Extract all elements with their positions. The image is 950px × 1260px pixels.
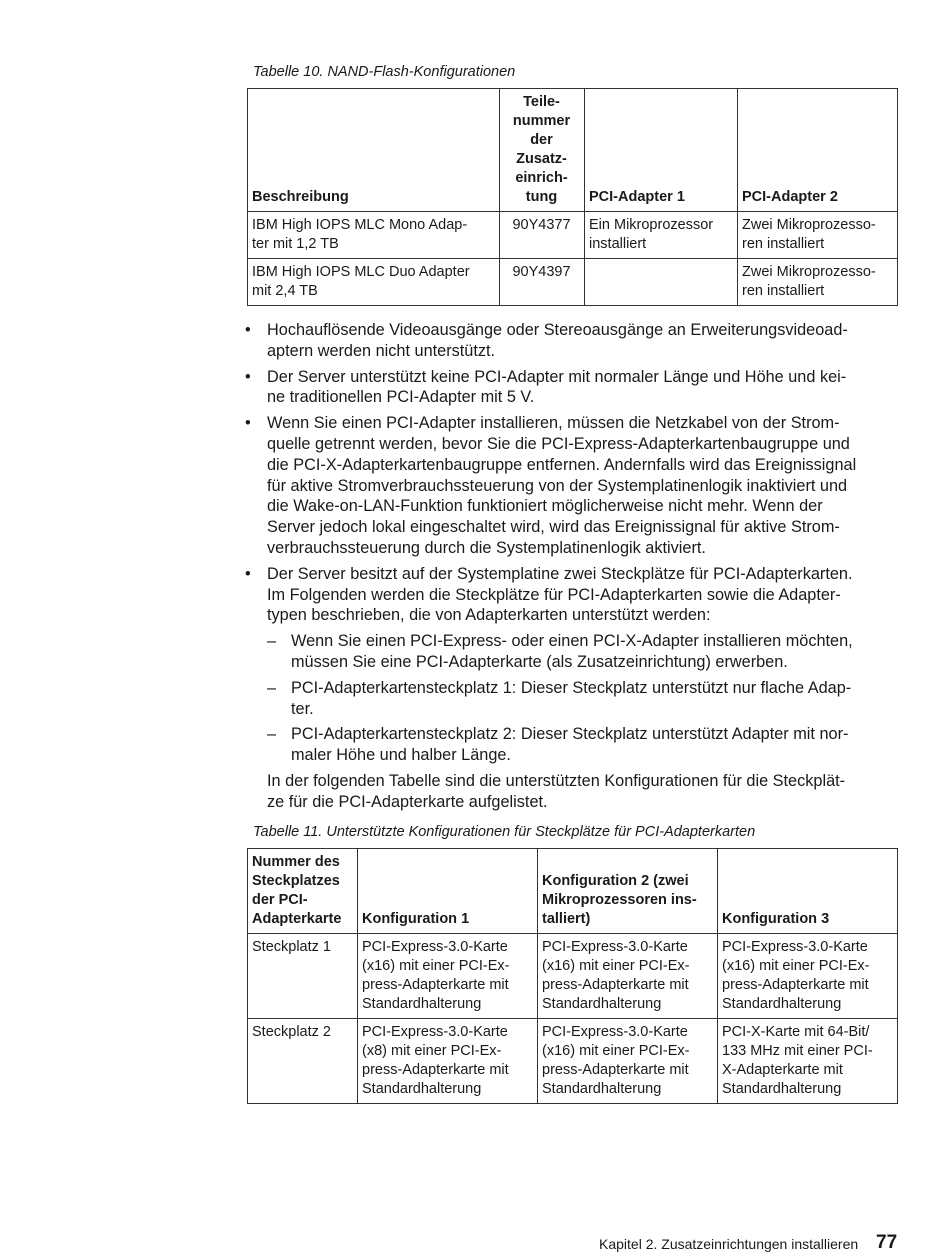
cell-description: IBM High IOPS MLC Mono Adap- ter mit 1,2 TB xyxy=(248,212,500,259)
table-row xyxy=(248,259,898,306)
sub-list-item: – PCI-Adapterkartensteckplatz 1: Dieser Steckplatz unterstützt nur flache Adap- ter. xyxy=(267,678,852,718)
list-item: • Der Server unterstützt keine PCI-Adapter mit normaler Länge und Höhe und kei- ne traditionellen PCI-Adapter mit 5 V. xyxy=(245,367,847,407)
table11 xyxy=(247,848,898,1104)
table-row xyxy=(248,1019,898,1104)
bullet-list xyxy=(245,320,905,813)
cell-pci-adapter-1: Ein Mikroprozessor installiert xyxy=(585,212,738,259)
cell-part-number: 90Y4377 xyxy=(500,212,585,259)
list-item: • Hochauflösende Videoausgänge oder Stereoausgänge an Erweiterungsvideoad- aptern werden nicht unterstützt. xyxy=(245,321,848,360)
table-row xyxy=(248,212,898,259)
table10 xyxy=(247,88,898,306)
header-pci-adapter-2: PCI-Adapter 2 xyxy=(738,89,898,212)
dash-marker: – xyxy=(267,678,277,697)
closing-paragraph: In der folgenden Tabelle sind die unterstützten Konfigurationen für die Steckplät- ze für die PCI-Adapterkarte aufgelistet. xyxy=(267,771,846,811)
bullet-marker: • xyxy=(245,564,251,583)
page-number: 77 xyxy=(876,1232,898,1253)
bullet-marker: • xyxy=(245,414,251,433)
table10-header-row xyxy=(248,89,898,212)
table11-caption: Tabelle 11. Unterstützte Konfigurationen für Steckplätze für PCI-Adapterkarten xyxy=(253,824,756,840)
cell-description: IBM High IOPS MLC Duo Adapter mit 2,4 TB xyxy=(248,259,500,306)
sub-list-item: – Wenn Sie einen PCI-Express- oder einen PCI-X-Adapter installieren möchten, müssen Sie eine PCI-Adapterkarte (als Zusatzeinrichtung) erwerben. xyxy=(267,632,853,671)
cell-slot: Steckplatz 1 xyxy=(248,934,358,1019)
cell-slot: Steckplatz 2 xyxy=(248,1019,358,1104)
sub-list-item: – PCI-Adapterkartensteckplatz 2: Dieser Steckplatz unterstützt Adapter mit nor- maler Höhe und halber Länge. xyxy=(267,725,849,765)
bullet-marker: • xyxy=(245,321,251,339)
cell-config-1: PCI-Express-3.0-Karte (x8) mit einer PCI-Ex- press-Adapterkarte mit Standardhalterung xyxy=(358,1019,538,1104)
list-item: • Wenn Sie einen PCI-Adapter installieren, müssen die Netzkabel von der Strom- quelle getrennt werden, bevor Sie die PCI-Express-Adapterkartenbaugruppe und die PCI-X-Adapterkartenbaugruppe entfernen. Andernfalls wird das Ereignissignal für aktive Stromverbrauchssteuerung von der Systemplatinenlogik inaktiviert und die Wake-on-LAN-Funktion funktioniert möglicherweise nicht mehr. Wenn der Server jedoch lokal eingeschaltet wird, wird das Ereignissignal für aktive Strom- verbrauchssteuerung durch die Systemplatinenlogik aktiviert. xyxy=(245,414,857,557)
cell-pci-adapter-2: Zwei Mikroprozesso- ren installiert xyxy=(738,259,898,306)
bullet-marker: • xyxy=(245,367,251,386)
dash-marker: – xyxy=(267,632,277,651)
header-config-1: Konfiguration 1 xyxy=(358,849,538,934)
header-part-number: Teile- nummer der Zusatz- einrich- tung xyxy=(500,89,585,212)
footer-chapter-title: Kapitel 2. Zusatzeinrichtungen installieren xyxy=(599,1236,859,1252)
cell-config-3: PCI-Express-3.0-Karte (x16) mit einer PCI-Ex- press-Adapterkarte mit Standardhalterung xyxy=(718,934,898,1019)
header-pci-adapter-1: PCI-Adapter 1 xyxy=(585,89,738,212)
table10-caption: Tabelle 10. NAND-Flash-Konfigurationen xyxy=(253,64,516,80)
header-config-2: Konfiguration 2 (zwei Mikroprozessoren ins- talliert) xyxy=(538,849,718,934)
header-config-3: Konfiguration 3 xyxy=(718,849,898,934)
header-description: Beschreibung xyxy=(248,89,500,212)
table11-header-row xyxy=(248,849,898,934)
cell-config-2: PCI-Express-3.0-Karte (x16) mit einer PCI-Ex- press-Adapterkarte mit Standardhalterung xyxy=(538,1019,718,1104)
cell-config-1: PCI-Express-3.0-Karte (x16) mit einer PCI-Ex- press-Adapterkarte mit Standardhalterung xyxy=(358,934,538,1019)
cell-config-2: PCI-Express-3.0-Karte (x16) mit einer PCI-Ex- press-Adapterkarte mit Standardhalterung xyxy=(538,934,718,1019)
table-row xyxy=(248,934,898,1019)
cell-pci-adapter-2: Zwei Mikroprozesso- ren installiert xyxy=(738,212,898,259)
header-slot-number: Nummer des Steckplatzes der PCI- Adapterkarte xyxy=(248,849,358,934)
list-item: • Der Server besitzt auf der Systemplatine zwei Steckplätze für PCI-Adapterkarten. Im Folgenden werden die Steckplätze für PCI-Adapterkarten sowie die Adapter- typen beschrieben, die von Adapterkarten unterstützt werden: xyxy=(245,564,853,625)
cell-config-3: PCI-X-Karte mit 64-Bit/ 133 MHz mit einer PCI- X-Adapterkarte mit Standardhalterung xyxy=(718,1019,898,1104)
dash-marker: – xyxy=(267,725,277,744)
cell-part-number: 90Y4397 xyxy=(500,259,585,306)
cell-pci-adapter-1 xyxy=(585,259,738,306)
